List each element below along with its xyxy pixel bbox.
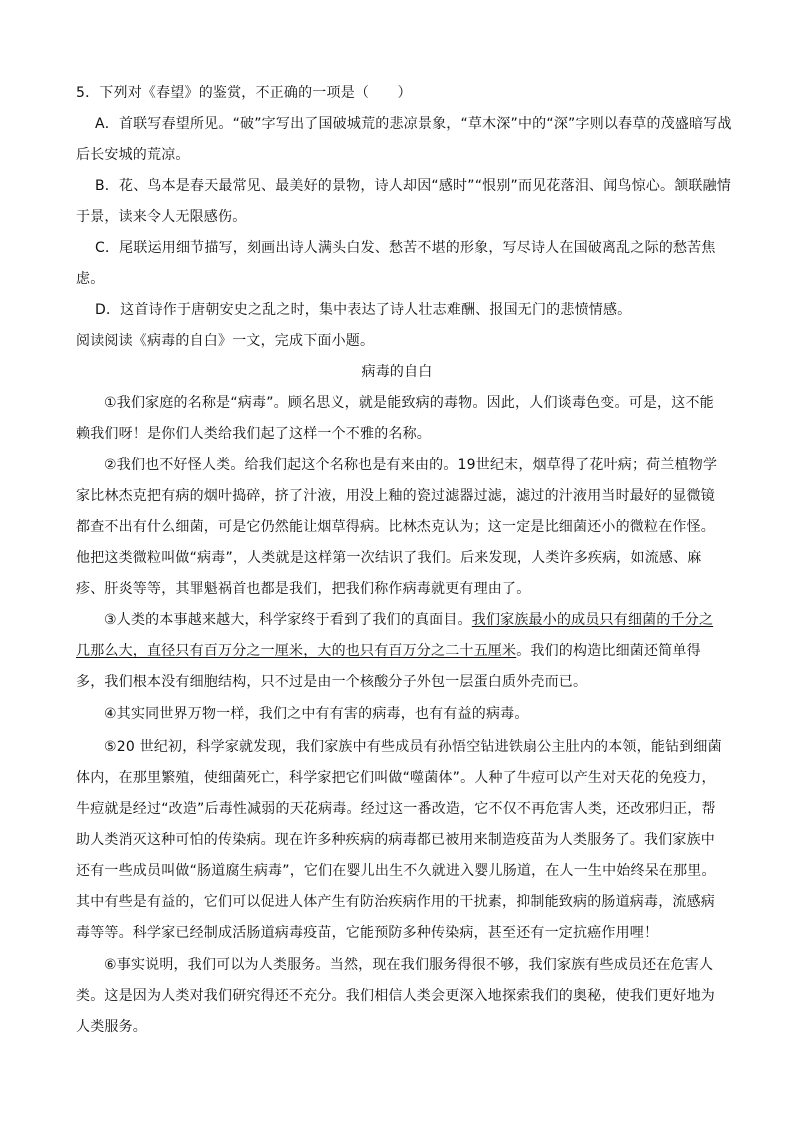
paragraph-5-line-2: 体内，在那里繁殖，使细菌死亡，科学家把它们叫做“噬菌体”。人种了牛痘可以产生对天花的免疫力， [76, 770, 716, 786]
paragraph-5-line-1: ⑤20 世纪初，科学家就发现，我们家族中有些成员有孙悟空钻进铁扇公主肚内的本领，能钻到细菌 [104, 739, 722, 755]
paragraph-2-line-2: 家比林杰克把有病的烟叶捣碎，挤了汁液，用没上釉的瓷过滤器过滤，滤过的汁液用当时最好的显微镜 [76, 488, 715, 504]
paragraph-5-line-5: 还有一些成员叫做“肠道腐生病毒”，它们在婴儿出生不久就进入婴儿肠道，在人一生中始终呆在那里。 [76, 863, 716, 879]
underlined-sentence-part-1: 我们家族最小的成员只有细菌的千分之 [471, 612, 714, 628]
option-a-line-2: 后长安城的荒凉。 [76, 147, 190, 163]
paragraph-6-line-3: 人类服务。 [76, 1019, 147, 1035]
paragraph-6-line-1: ⑥事实说明，我们可以为人类服务。当然，现在我们服务得很不够，我们家族有些成员还在危害人 [104, 957, 714, 973]
paragraph-3-line-1 [104, 610, 713, 630]
paragraph-6-line-2: 类。这是因为人类对我们研究得还不充分。我们相信人类会更深入地探索我们的奥秘，使我们更好地为 [76, 988, 715, 1004]
option-c-line-1: C．尾联运用细节描写，刻画出诗人满头白发、愁苦不堪的形象，写尽诗人在国破离乱之际的愁苦焦 [95, 240, 716, 256]
paragraph-3-text: ③人类的本事越来越大，科学家终于看到了我们的真面目。 [104, 612, 472, 628]
option-b-line-2: 于景，读来令人无限感伤。 [76, 209, 247, 225]
paragraph-2-line-4: 他把这类微粒叫做“病毒”，人类就是这样第一次结识了我们。后来发现，人类许多疾病，如流感、麻 [76, 550, 702, 566]
paragraph-5-line-4: 助人类消灭这种可怕的传染病。现在许多种疾病的病毒都已被用来制造疫苗为人类服务了。我们家族中 [76, 832, 715, 848]
paragraph-2-line-1: ②我们也不好怪人类。给我们起这个名称也是有来由的。19世纪末，烟草得了花叶病；荷兰植物学 [104, 457, 718, 473]
paragraph-3-text-cont: 。我们的构造比细菌还简单得 [516, 643, 701, 659]
paragraph-2-line-3: 都查不出有什么细菌，可是它仍然能让烟草得病。比林杰克认为；这一定是比细菌还小的微粒在作怪。 [76, 519, 715, 535]
paragraph-3-line-2 [76, 641, 701, 661]
paragraph-5-line-7: 毒等等。科学家已经制成活肠道病毒疫苗，它能预防多种传染病，甚至还有一定抗癌作用哩！ [76, 925, 659, 941]
passage-title: 病毒的自白 [361, 364, 433, 380]
option-c-line-2: 虑。 [76, 271, 105, 287]
paragraph-5-line-6: 其中有些是有益的，它们可以促进人体产生有防治疾病作用的干扰素，抑制能致病的肠道病毒，流感病 [76, 894, 715, 910]
reading-intro: 阅读阅读《病毒的自白》一文，完成下面小题。 [76, 333, 375, 349]
underlined-sentence-part-2: 几那么大，直径只有百万分之一厘米，大的也只有百万分之二十五厘米 [76, 643, 517, 659]
paragraph-3-line-3: 多，我们根本没有细胞结构，只不过是由一个核酸分子外包一层蛋白质外壳而已。 [76, 674, 588, 690]
option-d-line-1: D．这首诗作于唐朝安史之乱之时，集中表达了诗人壮志难酬、报国无门的悲愤情感。 [95, 302, 632, 318]
paragraph-4: ④其实同世界万物一样，我们之中有有害的病毒，也有有益的病毒。 [104, 706, 529, 722]
question-stem: 5．下列对《春望》的鉴赏，不正确的一项是（ ） [76, 85, 412, 101]
paragraph-1-line-1: ①我们家庭的名称是“病毒”。顾名思义，就是能致病的毒物。因此，人们谈毒色变。可是，这不能 [104, 395, 714, 411]
paragraph-1-line-2: 赖我们呀！是你们人类给我们起了这样一个不雅的名称。 [76, 426, 431, 442]
option-a-line-1: A．首联写春望所见。“破”字写出了国破城荒的悲凉景象，“草木深”中的“深”字则以春草的茂盛暗写战 [95, 116, 732, 132]
paragraph-5-line-3: 牛痘就是经过“改造”后毒性减弱的天花病毒。经过这一番改造，它不仅不再危害人类，还改邪归正，帮 [76, 801, 716, 817]
paragraph-2-line-5: 疹、肝炎等等，其罪魁祸首也都是我们，把我们称作病毒就更有理由了。 [76, 581, 531, 597]
option-b-line-1: B．花、鸟本是春天最常见、最美好的景物，诗人却因“感时”“恨别”而见花落泪、闻鸟惊心。颔联融情 [95, 178, 732, 194]
